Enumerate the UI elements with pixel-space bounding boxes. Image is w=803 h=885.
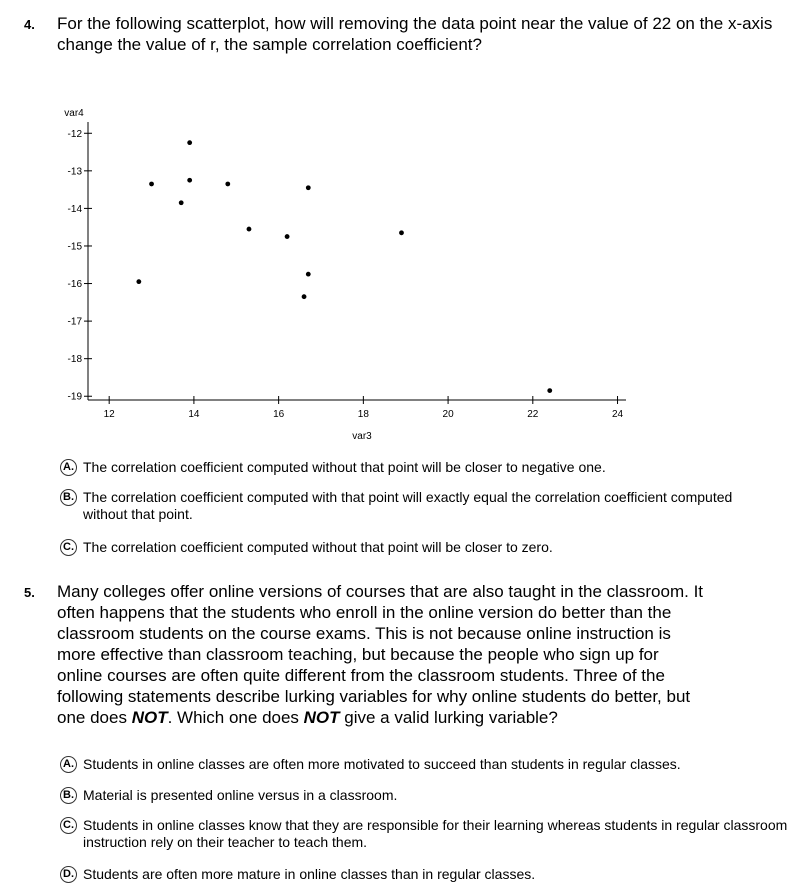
data-point: [547, 388, 552, 393]
data-point: [302, 294, 307, 299]
y-tick-label: -12: [67, 128, 82, 140]
data-point: [179, 200, 184, 205]
option-text: The correlation coefficient computed without that point will be closer to zero.: [83, 539, 553, 555]
data-point: [149, 182, 154, 187]
y-tick-label: -19: [67, 391, 82, 403]
option-text: Material is presented online versus in a classroom.: [83, 787, 398, 803]
data-point: [187, 178, 192, 183]
option-letter: B.: [60, 489, 77, 506]
data-point: [136, 279, 141, 284]
option-text: Students in online classes know that they are responsible for their learning whereas students in regular classroom instruction rely on their teacher to teach them.: [83, 817, 788, 850]
text-line: one does NOT. Which one does NOT give a valid lurking variable?: [57, 708, 558, 727]
option-text: The correlation coefficient computed with that point will exactly equal the correlation coefficient computed without that point.: [83, 489, 733, 522]
question-text: [57, 581, 797, 728]
q5-option-b[interactable]: [60, 787, 783, 804]
question-number: 5.: [24, 585, 35, 600]
q4-option-b[interactable]: [60, 489, 773, 523]
y-tick-label: -15: [67, 241, 82, 253]
x-tick-label: 24: [611, 409, 624, 420]
text-line: following statements describe lurking variables for why online students do better, but: [57, 687, 691, 706]
data-point: [306, 185, 311, 190]
x-tick-label: 16: [273, 409, 285, 420]
y-tick-label: -14: [67, 203, 82, 215]
q5-option-a[interactable]: [60, 756, 803, 773]
y-tick-label: -13: [67, 166, 82, 178]
option-letter: B.: [60, 787, 77, 804]
scatterplot: [40, 102, 680, 447]
y-tick-label: -17: [67, 316, 82, 328]
option-letter: A.: [60, 459, 77, 476]
data-point: [306, 272, 311, 277]
data-points: [136, 140, 552, 393]
x-axis-label: var3: [352, 431, 372, 442]
text-line: often happens that the students who enroll in the online version do better than the: [57, 603, 672, 622]
data-point: [285, 234, 290, 239]
q5-option-c[interactable]: [60, 817, 793, 851]
y-axis-label: var4: [64, 108, 84, 119]
x-tick-label: 18: [357, 409, 369, 420]
option-letter: C.: [60, 817, 77, 834]
data-point: [399, 230, 404, 235]
x-tick-label: 20: [442, 409, 454, 420]
text-line: more effective than classroom teaching, but because the people who sign up for: [57, 645, 659, 664]
y-tick-label: -18: [67, 354, 82, 366]
question-number: 4.: [24, 17, 35, 32]
option-text: The correlation coefficient computed without that point will be closer to negative one.: [83, 459, 606, 475]
data-point: [247, 227, 252, 232]
option-letter: D.: [60, 866, 77, 883]
axis-ticks: [68, 129, 624, 420]
x-tick-label: 12: [103, 409, 115, 420]
option-letter: A.: [60, 756, 77, 773]
data-point: [187, 140, 192, 145]
data-point: [225, 182, 230, 187]
x-tick-label: 22: [527, 409, 539, 420]
option-text: Students in online classes are often more motivated to succeed than students in regular classes.: [83, 756, 681, 772]
option-letter: C.: [60, 539, 77, 556]
option-text: Students are often more mature in online classes than in regular classes.: [83, 866, 536, 882]
q4-option-c[interactable]: [60, 539, 783, 556]
text-line: online courses are often quite different from the classroom students. Three of the: [57, 666, 665, 685]
question-text: For the following scatterplot, how will removing the data point near the value of 22 on the x-axis change the value of r, the sample correlation coefficient?: [57, 14, 773, 54]
text-line: classroom students on the course exams. This is not because online instruction is: [57, 624, 671, 643]
y-tick-label: -16: [67, 279, 82, 291]
emphasis-not: NOT: [303, 708, 340, 727]
q4-option-a[interactable]: [60, 459, 783, 476]
q5-option-d[interactable]: [60, 866, 783, 883]
emphasis-not: NOT: [131, 708, 168, 727]
text-line: Many colleges offer online versions of courses that are also taught in the classroom. It: [57, 582, 704, 601]
x-tick-label: 14: [188, 409, 200, 420]
